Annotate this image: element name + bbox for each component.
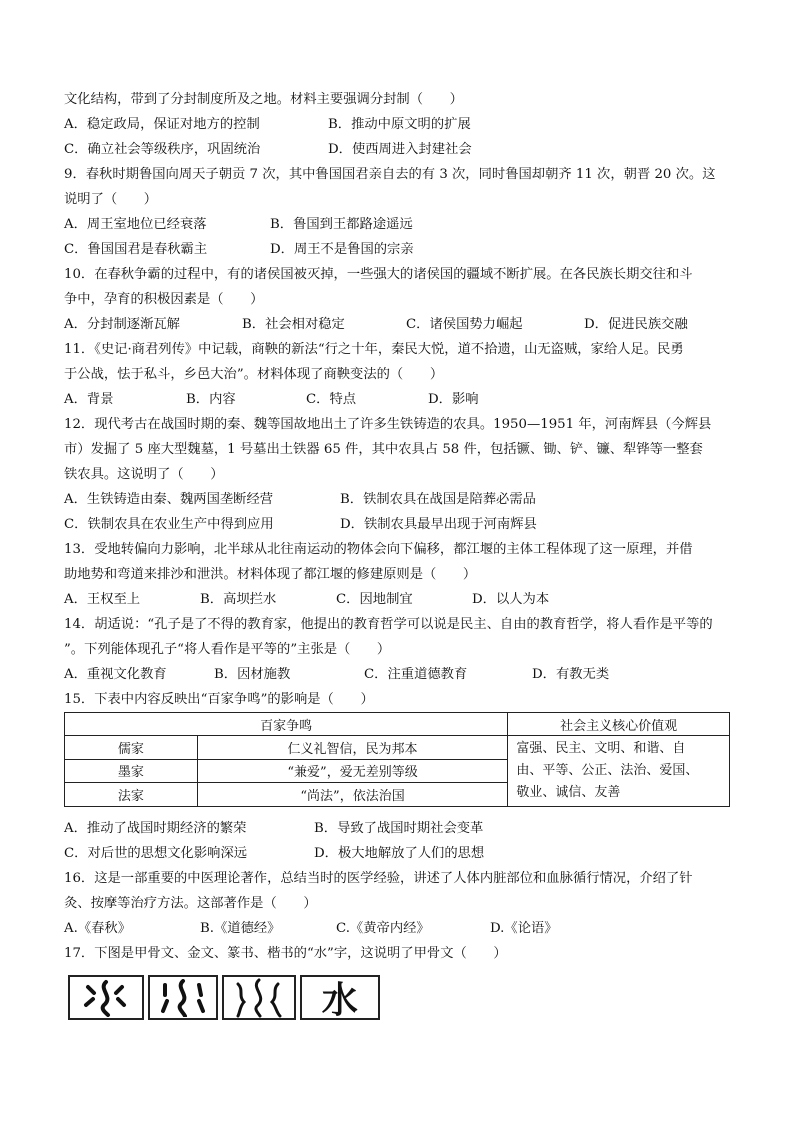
q14-option-d: D．有教无类 xyxy=(532,667,610,682)
table-header-core-values: 社会主义核心价值观 xyxy=(508,713,730,736)
q9-option-c: C．鲁国国君是春秋霸主 xyxy=(64,242,208,257)
q10-option-b: B．社会相对稳定 xyxy=(242,317,345,332)
q14-option-b: B．因材施教 xyxy=(214,667,291,682)
q8-option-d: D．使西周进入封建社会 xyxy=(328,142,472,157)
q14-stem-line1: 14．胡适说：“孔子是了不得的教育家，他提出的教育哲学可以说是民主、自由的教育哲学，将人看作是平等的 xyxy=(64,617,713,632)
q12-option-c: C．铁制农具在农业生产中得到应用 xyxy=(64,517,274,532)
core-values-line3: 敬业、诚信、友善 xyxy=(516,785,621,800)
core-values-cell xyxy=(508,736,730,807)
q9-option-a: A．周王室地位已经衰落 xyxy=(64,217,207,232)
q8-stem-cont: 文化结构，带到了分封制度所及之地。材料主要强调分封制（ ） xyxy=(64,92,463,107)
q16-option-c: C.《黄帝内经》 xyxy=(336,921,430,936)
q13-option-b: B．高坝拦水 xyxy=(200,592,277,607)
q16-option-d: D.《论语》 xyxy=(490,921,558,936)
q15-option-b: B．导致了战国时期社会变革 xyxy=(314,821,484,836)
q8-option-a: A．稳定政局，保证对地方的控制 xyxy=(64,117,260,132)
water-character-evolution-figure xyxy=(68,975,384,1024)
table-header-schools: 百家争鸣 xyxy=(65,713,508,736)
q14-option-a: A．重视文化教育 xyxy=(64,667,167,682)
q15-option-c: C．对后世的思想文化影响深远 xyxy=(64,846,248,861)
q8-option-b: B．推动中原文明的扩展 xyxy=(328,117,471,132)
q11-option-b: B．内容 xyxy=(186,392,236,407)
q17-stem: 17．下图是甲骨文、金文、篆书、楷书的“水”字，这说明了甲骨文（ ） xyxy=(64,946,507,961)
q14-option-c: C．注重道德教育 xyxy=(364,667,468,682)
school-name: 墨家 xyxy=(65,759,198,783)
school-name: 法家 xyxy=(65,783,198,807)
q11-stem-line1: 11．《史记·商君列传》中记载，商鞅的新法“行之十年，秦民大悦，道不拾遗，山无盗贼，家给人足。民勇 xyxy=(64,342,684,357)
q15-stem: 15．下表中内容反映出“百家争鸣”的影响是（ ） xyxy=(64,692,374,707)
q10-stem-line1: 10．在春秋争霸的过程中，有的诸侯国被灭掉，一些强大的诸侯国的疆域不断扩展。在各民族长期交往和斗 xyxy=(64,267,693,282)
q10-option-d: D．促进民族交融 xyxy=(584,317,688,332)
bronze-water-icon xyxy=(148,975,218,1020)
q13-option-c: C．因地制宜 xyxy=(336,592,413,607)
q11-option-c: C．特点 xyxy=(306,392,357,407)
q12-stem-line2: 市）发掘了 5 座大型魏墓，1 号墓出土铁器 65 件，其中农具占 58 件，包括镢、锄、铲、镰、犁铧等一整套 xyxy=(64,442,703,457)
q8-option-c: C．确立社会等级秩序，巩固统治 xyxy=(64,142,261,157)
q12-stem-line3: 铁农具。这说明了（ ） xyxy=(64,467,224,482)
core-values-line2: 由、平等、公正、法治、爱国、 xyxy=(516,763,699,778)
q9-option-b: B．鲁国到王都路途遥远 xyxy=(270,217,413,232)
seal-water-icon xyxy=(222,975,296,1020)
q16-stem-line1: 16．这是一部重要的中医理论著作，总结当时的医学经验，讲述了人体内脏部位和血脉循行情况，介绍了针 xyxy=(64,871,693,886)
q12-option-d: D．铁制农具最早出现于河南辉县 xyxy=(340,517,537,532)
q16-option-b: B.《道德经》 xyxy=(200,921,281,936)
q9-stem-line2: 说明了（ ） xyxy=(64,192,158,207)
q9-stem-line1: 9．春秋时期鲁国向周天子朝贡 7 次，其中鲁国国君亲自去的有 3 次，同时鲁国却朝齐 11 次，朝晋 20 次。这 xyxy=(64,167,716,182)
q15-option-a: A．推动了战国时期经济的繁荣 xyxy=(64,821,247,836)
q12-option-a: A．生铁铸造由秦、魏两国垄断经营 xyxy=(64,492,274,507)
school-idea: 仁义礼智信，民为邦本 xyxy=(197,736,508,760)
q13-option-a: A．王权至上 xyxy=(64,592,141,607)
table-row xyxy=(65,736,730,760)
school-name: 儒家 xyxy=(65,736,198,760)
kaishu-water-character: 水 xyxy=(300,975,380,1020)
core-values-line1: 富强、民主、文明、和谐、自 xyxy=(516,741,686,756)
q12-option-b: B．铁制农具在战国是陪葬必需品 xyxy=(340,492,536,507)
q16-option-a: A.《春秋》 xyxy=(64,921,132,936)
q11-stem-line2: 于公战，怯于私斗，乡邑大治”。材料体现了商鞅变法的（ ） xyxy=(64,367,444,382)
q10-option-c: C．诸侯国势力崛起 xyxy=(406,317,523,332)
q13-option-d: D．以人为本 xyxy=(472,592,550,607)
oracle-bone-water-icon xyxy=(68,975,144,1020)
hundred-schools-table xyxy=(64,712,730,807)
q16-stem-line2: 灸、按摩等治疗方法。这部著作是（ ） xyxy=(64,896,317,911)
q13-stem-line2: 助地势和弯道来排沙和泄洪。材料体现了都江堰的修建原则是（ ） xyxy=(64,567,477,582)
school-idea: “兼爱”，爱无差别等级 xyxy=(197,759,508,783)
q12-stem-line1: 12．现代考古在战国时期的秦、魏等国故地出土了许多生铁铸造的农具。1950—1951 年，河南辉县（今辉县 xyxy=(64,417,712,432)
q9-option-d: D．周王不是鲁国的宗亲 xyxy=(270,242,414,257)
q14-stem-line2: ”。下列能体现孔子“将人看作是平等的”主张是（ ） xyxy=(64,642,391,657)
school-idea: “尚法”，依法治国 xyxy=(197,783,508,807)
q11-option-d: D．影响 xyxy=(428,392,479,407)
q11-option-a: A．背景 xyxy=(64,392,114,407)
q13-stem-line1: 13．受地转偏向力影响，北半球从北往南运动的物体会向下偏移，都江堰的主体工程体现了这一原理，并借 xyxy=(64,542,693,557)
q15-option-d: D．极大地解放了人们的思想 xyxy=(314,846,485,861)
q10-option-a: A．分封制逐渐瓦解 xyxy=(64,317,180,332)
q10-stem-line2: 争中，孕育的积极因素是（ ） xyxy=(64,292,264,307)
